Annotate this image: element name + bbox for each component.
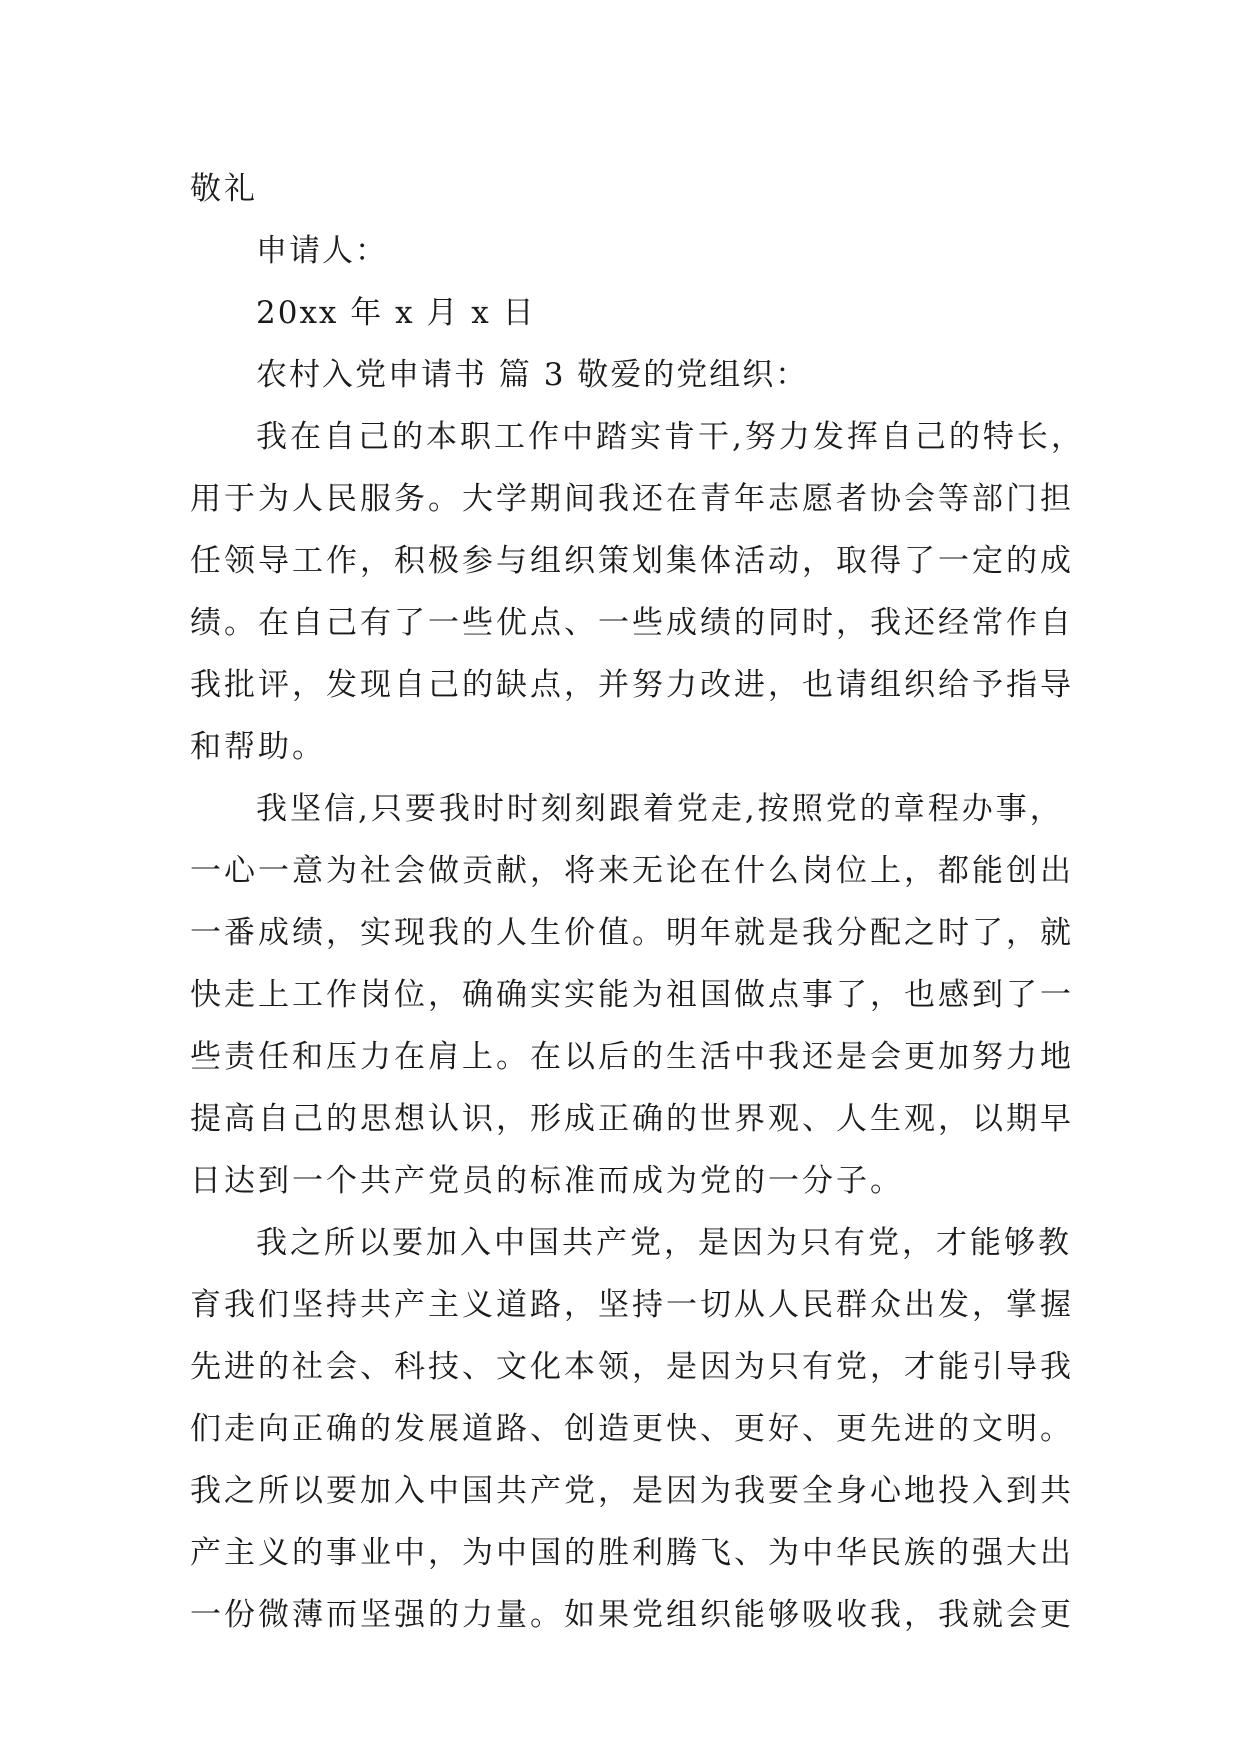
paragraph-line: 一番成绩，实现我的人生价值。明年就是我分配之时了，就 [190,915,1074,951]
document-body [190,158,1085,1646]
paragraph-line: 产主义的事业中，为中国的胜利腾飞、为中华民族的强大出 [190,1535,1074,1571]
paragraph-line: 日达到一个共产党员的标准而成为党的一分子。 [190,1163,904,1199]
paragraph-line: 提高自己的思想认识，形成正确的世界观、人生观，以期早 [190,1101,1074,1137]
paragraph-line: 用于为人民服务。大学期间我还在青年志愿者协会等部门担 [190,481,1074,517]
paragraph-line: 我批评，发现自己的缺点，并努力改进，也请组织给予指导 [190,667,1074,703]
paragraph-line: 绩。在自己有了一些优点、一些成绩的同时，我还经常作自 [190,605,1074,641]
paragraph-line: 我之所以要加入中国共产党，是因为我要全身心地投入到共 [190,1473,1074,1509]
paragraph-line: 任领导工作，积极参与组织策划集体活动，取得了一定的成 [190,543,1074,579]
section-heading: 农村入党申请书 篇 3 敬爱的党组织： [256,357,809,393]
paragraph-line: 一份微薄而坚强的力量。如果党组织能够吸收我，我就会更 [190,1597,1074,1633]
paragraph-line: 我在自己的本职工作中踏实肯干,努力发挥自己的特长， [256,419,1085,455]
paragraph-line: 我坚信,只要我时时刻刻跟着党走,按照党的章程办事， [256,791,1064,827]
paragraph-line: 们走向正确的发展道路、创造更快、更好、更先进的文明。 [190,1411,1074,1447]
applicant-label: 申请人： [256,233,388,269]
paragraph-line: 先进的社会、科技、文化本领，是因为只有党，才能引导我 [190,1349,1074,1385]
paragraph-line: 些责任和压力在肩上。在以后的生活中我还是会更加努力地 [190,1039,1074,1075]
date-line: 20xx 年 x 月 x 日 [256,295,536,331]
closing-salutation: 敬礼 [190,171,258,207]
paragraph-line: 育我们坚持共产主义道路，坚持一切从人民群众出发，掌握 [190,1287,1074,1323]
paragraph-line: 快走上工作岗位，确确实实能为祖国做点事了，也感到了一 [190,977,1074,1013]
paragraph-line: 和帮助。 [190,729,326,765]
paragraph-line: 我之所以要加入中国共产党，是因为只有党，才能够教 [256,1225,1072,1261]
paragraph-line: 一心一意为社会做贡献，将来无论在什么岗位上，都能创出 [190,853,1074,889]
